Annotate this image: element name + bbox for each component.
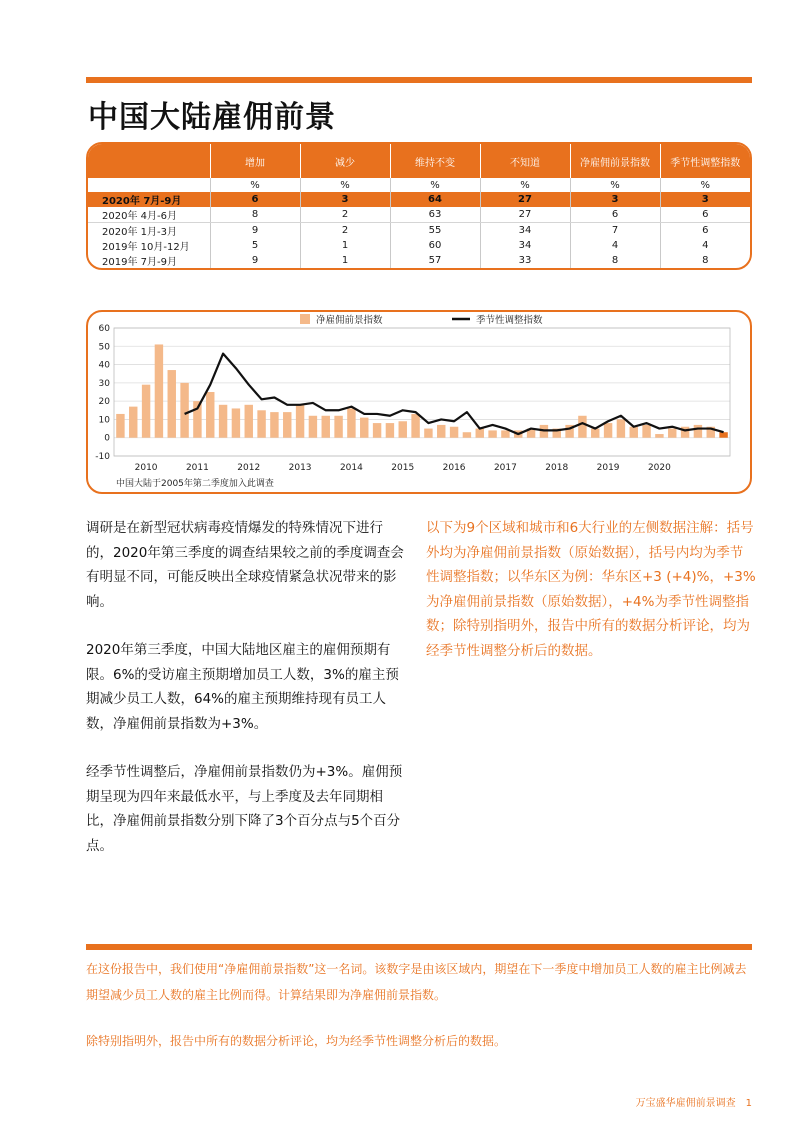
table-period-cell: 2020年 7月-9月 (88, 192, 210, 207)
table-value-cell: 3 (300, 192, 390, 207)
table-value-cell: 64 (390, 192, 480, 207)
table-unit-cell: % (660, 178, 750, 192)
table-header-cell: 季节性调整指数 (660, 144, 750, 178)
x-tick-label: 2013 (288, 463, 312, 473)
net-outlook-bar (360, 418, 368, 438)
x-tick-label: 2017 (493, 463, 517, 473)
x-tick-label: 2019 (596, 463, 620, 473)
net-outlook-bar (373, 423, 381, 438)
x-tick-label: 2018 (545, 463, 569, 473)
footnote-definition: 在这份报告中，我们使用“净雇佣前景指数”这一名词。该数字是由该区域内，期望在下一季度中增加员工人数的雇主比例减去期望减少员工人数的雇主比例而得。计算结果即为净雇佣前景指数。 (86, 962, 747, 1002)
data-annotation-note: 以下为9个区域和城市和6大行业的左侧数据注解：括号外均为净雇佣前景指数（原始数据），括号内均为季节性调整指数；以华东区为例：华东区+3 (+4)%，+3%为净雇佣前景指数（原始数据），+4%为季节性调整指数；除特别指明外，报告中所有的数据分析评论，均为经季节性调整分析后的数据。 (426, 520, 756, 659)
net-outlook-bar (501, 430, 509, 437)
y-tick-label: 50 (98, 342, 110, 353)
table-value-cell: 6 (660, 223, 750, 239)
table-row (88, 207, 750, 223)
employment-table (88, 144, 750, 268)
net-outlook-bar (116, 414, 124, 438)
table-value-cell: 8 (210, 207, 300, 223)
legend-label: 净雇佣前景指数 (316, 315, 383, 326)
net-outlook-bar (155, 344, 163, 437)
table-header-cell: 净雇佣前景指数 (570, 144, 660, 178)
net-outlook-bar (437, 425, 445, 438)
table-value-cell: 6 (570, 207, 660, 223)
table-value-cell: 9 (210, 253, 300, 268)
net-outlook-bar (219, 405, 227, 438)
net-outlook-bar (347, 408, 355, 437)
x-tick-label: 2012 (237, 463, 261, 473)
table-value-cell: 34 (480, 238, 570, 253)
page-footer (626, 1094, 752, 1109)
table-value-cell: 63 (390, 207, 480, 223)
y-tick-label: 0 (104, 433, 110, 444)
table-value-cell: 8 (570, 253, 660, 268)
table-unit-cell (88, 178, 210, 192)
page-title: 中国大陆雇佣前景 (88, 100, 336, 135)
net-outlook-bar (655, 434, 663, 438)
body-right-column (426, 516, 756, 663)
table-value-cell: 2 (300, 207, 390, 223)
table-value-cell: 2 (300, 223, 390, 239)
table-value-cell: 7 (570, 223, 660, 239)
table-header-cell (88, 144, 210, 178)
table-units-row (88, 178, 750, 192)
net-outlook-bar (719, 432, 727, 437)
table-value-cell: 3 (660, 192, 750, 207)
x-tick-label: 2011 (185, 463, 209, 473)
net-outlook-bar (604, 423, 612, 438)
net-outlook-bar (168, 370, 176, 438)
net-outlook-bar (411, 414, 419, 438)
table-value-cell: 27 (480, 192, 570, 207)
net-outlook-bar (257, 410, 265, 437)
net-outlook-bar (309, 416, 317, 438)
y-tick-label: 20 (98, 397, 110, 408)
table-value-cell: 6 (660, 207, 750, 223)
chart-note: 中国大陆于2005年第二季度加入此调查 (116, 479, 274, 489)
body-paragraph: 经季节性调整后，净雇佣前景指数仍为+3%。雇佣预期呈现为四年来最低水平，与上季度及去年同期相比，净雇佣前景指数分别下降了3个百分点与5个百分点。 (86, 764, 403, 854)
table-unit-cell: % (480, 178, 570, 192)
footer-title: 万宝盛华雇佣前景调查 (635, 1098, 736, 1109)
table-value-cell: 6 (210, 192, 300, 207)
table-header-cell: 不知道 (480, 144, 570, 178)
y-tick-label: 40 (98, 360, 110, 371)
net-outlook-bar (142, 385, 150, 438)
net-outlook-bar (591, 429, 599, 438)
table-value-cell: 34 (480, 223, 570, 239)
net-outlook-bar (578, 416, 586, 438)
net-outlook-bar (681, 427, 689, 438)
table-value-cell: 1 (300, 253, 390, 268)
body-left-column (86, 516, 406, 882)
footnotes (86, 956, 752, 1074)
net-outlook-bar (617, 419, 625, 437)
net-outlook-bar (129, 407, 137, 438)
table-row (88, 223, 750, 239)
page-number: 1 (745, 1098, 752, 1109)
x-tick-label: 2010 (134, 463, 158, 473)
top-rule (86, 77, 752, 83)
net-outlook-bar (399, 421, 407, 437)
net-outlook-bar (270, 412, 278, 438)
table-unit-cell: % (210, 178, 300, 192)
y-tick-label: 60 (98, 324, 110, 334)
table-value-cell: 3 (570, 192, 660, 207)
table-row (88, 253, 750, 268)
net-outlook-bar (694, 425, 702, 438)
net-outlook-bar (322, 416, 330, 438)
table-unit-cell: % (300, 178, 390, 192)
table-value-cell: 8 (660, 253, 750, 268)
net-outlook-bar (476, 429, 484, 438)
table-period-cell: 2020年 1月-3月 (102, 227, 177, 238)
net-outlook-bar (642, 425, 650, 438)
table-value-cell: 57 (390, 253, 480, 268)
net-outlook-bar (180, 383, 188, 438)
chart-panel (86, 310, 752, 494)
table-unit-cell: % (570, 178, 660, 192)
table-value-cell: 9 (210, 223, 300, 239)
y-tick-label: 30 (98, 378, 110, 389)
table-period-cell: 2019年 7月-9月 (102, 257, 177, 268)
legend-label: 季节性调整指数 (476, 315, 543, 326)
table-unit-cell: % (390, 178, 480, 192)
footnote-seasonal: 除特别指明外，报告中所有的数据分析评论，均为经季节性调整分析后的数据。 (86, 1034, 507, 1048)
table-period-cell: 2019年 10月-12月 (102, 242, 190, 253)
table-value-cell: 1 (300, 238, 390, 253)
table-header-cell: 维持不变 (390, 144, 480, 178)
table-value-cell: 33 (480, 253, 570, 268)
net-outlook-bar (206, 392, 214, 438)
table-value-cell: 4 (660, 238, 750, 253)
table-header-cell: 增加 (210, 144, 300, 178)
table-value-cell: 5 (210, 238, 300, 253)
x-tick-label: 2014 (339, 463, 363, 473)
net-outlook-bar (283, 412, 291, 438)
table-value-cell: 55 (390, 223, 480, 239)
bottom-rule (86, 944, 752, 950)
net-outlook-bar (668, 429, 676, 438)
body-paragraph: 调研是在新型冠状病毒疫情爆发的特殊情况下进行的，2020年第三季度的调查结果较之前的季度调查会有明显不同，可能反映出全球疫情紧急状况带来的影响。 (86, 520, 404, 610)
table-period-cell: 2020年 4月-6月 (88, 207, 210, 223)
x-tick-label: 2020 (647, 463, 671, 473)
data-table (86, 142, 752, 270)
net-outlook-bar (488, 430, 496, 437)
table-row (88, 238, 750, 253)
net-outlook-bar (424, 429, 432, 438)
y-tick-label: 10 (98, 415, 110, 426)
legend-bar-swatch (300, 314, 310, 324)
net-outlook-bar (463, 432, 471, 437)
net-outlook-bar (245, 405, 253, 438)
table-header-cell: 减少 (300, 144, 390, 178)
net-outlook-bar (232, 408, 240, 437)
x-tick-label: 2016 (442, 463, 466, 473)
net-outlook-bar (630, 427, 638, 438)
body-paragraph: 2020年第三季度，中国大陆地区雇主的雇佣预期有限。6%的受访雇主预期增加员工人数，3%的雇主预期减少员工人数，64%的雇主预期维持现有员工人数，净雇佣前景指数为+3%。 (86, 642, 399, 732)
table-row (88, 192, 750, 207)
employment-outlook-chart (88, 312, 750, 492)
y-tick-label: -10 (95, 452, 110, 462)
net-outlook-bar (334, 416, 342, 438)
net-outlook-bar (296, 405, 304, 438)
table-value-cell: 60 (390, 238, 480, 253)
x-tick-label: 2015 (391, 463, 415, 473)
table-value-cell: 4 (570, 238, 660, 253)
net-outlook-bar (386, 423, 394, 438)
table-value-cell: 27 (480, 207, 570, 223)
net-outlook-bar (450, 427, 458, 438)
